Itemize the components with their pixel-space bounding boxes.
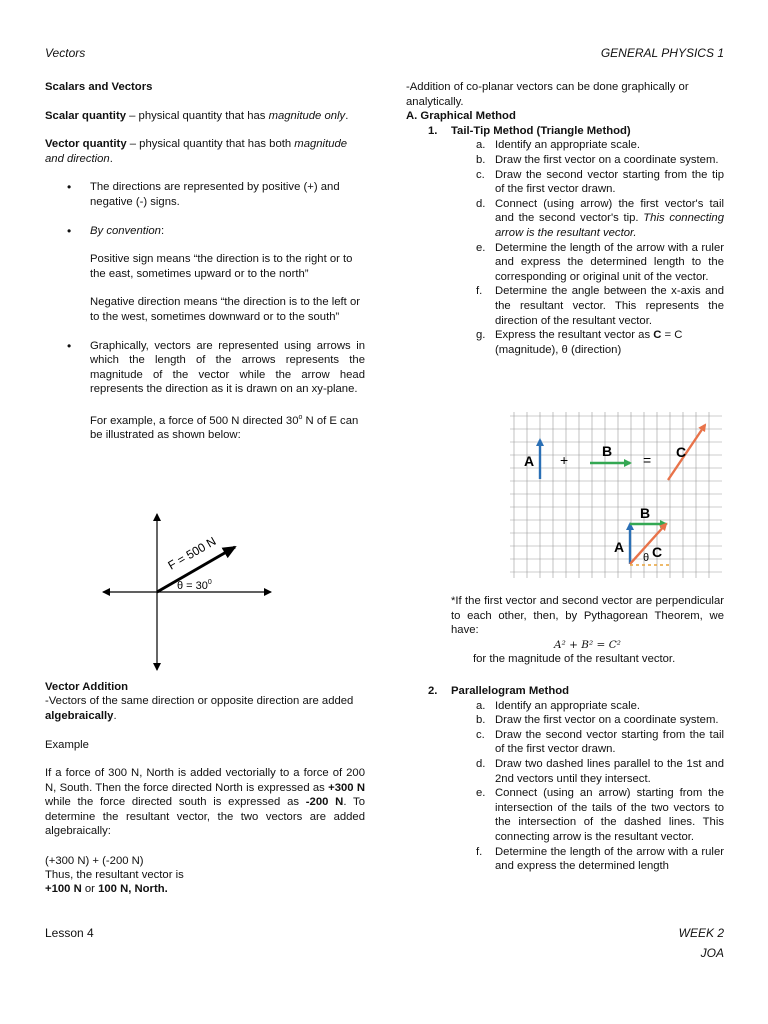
step-item: e. Connect (using an arrow) starting from the intersection of the tails of the two vectors to the intersection of the dashed lines. This connecting arrow is the resultant vector.	[476, 787, 724, 843]
tail-tip-step: g. Express the resultant vector as C = C (magnitude), θ (direction)	[476, 329, 683, 356]
equals-sign: =	[643, 452, 652, 468]
perpendicular-note: *If the first vector and second vector are perpendicular to each other, then, by Pythagorean Theorem, we have:	[451, 595, 724, 637]
thus-text: Thus, the resultant vector is	[45, 869, 184, 881]
step-item: d. Draw two dashed lines parallel to the 1st and 2nd vectors until they intersect.	[476, 757, 724, 785]
vector-definition: Vector quantity – physical quantity that has both magnitude and direction.	[45, 138, 348, 165]
vector-addition-text: -Vectors of the same direction or opposite direction are added algebraically.	[45, 695, 354, 722]
section-title: Scalars and Vectors	[45, 81, 153, 93]
step-item: d. Connect (using arrow) the first vector's tail and the second vector's tip. This connecting arrow is the resultant vector.	[476, 197, 724, 239]
intro-text: -Addition of co-planar vectors can be done graphically or analytically.	[406, 81, 689, 108]
header-title: Vectors	[45, 46, 86, 60]
label-c-bottom: C	[652, 544, 663, 560]
resultant-text: +100 N or 100 N, North.	[45, 883, 168, 895]
tail-tip-steps	[406, 138, 724, 328]
formula-explanation: for the magnitude of the resultant vector.	[473, 653, 676, 666]
step-item: f. Determine the angle between the x-axis and the resultant vector. This represents the direction of the resultant vector.	[476, 285, 724, 327]
vector-c-arrow	[668, 425, 705, 480]
header-course: GENERAL PHYSICS 1	[600, 46, 724, 60]
theta-label: θ	[643, 552, 650, 564]
graphical-method-title: A. Graphical Method	[406, 110, 516, 123]
step-item: b. Draw the first vector on a coordinate system.	[476, 714, 719, 727]
step-item: a. Identify an appropriate scale.	[476, 139, 641, 152]
force-example-text: For example, a force of 500 N directed 30$^o$ N of E can be illustrated as shown below:	[90, 413, 359, 442]
left-column	[45, 80, 366, 895]
example-label: Example	[45, 739, 89, 751]
label-a-top: A	[524, 453, 535, 469]
angle-label: $\theta = 30^0$	[177, 579, 212, 592]
parallelogram-steps	[406, 699, 724, 874]
bullet-convention: • By convention: Positive sign means “the direction is to the right or to the east, sometimes upward or to the north” Negative direction means “the direction is to the left or to the west, sometimes downward or to the south”	[45, 224, 365, 325]
example-text: If a force of 300 N, North is added vectorially to a force of 200 N, South. Then the force directed North is expressed as +300 N while the force directed south is expressed as -200 N. To determine the resultant vector, the two vectors are added algebraically:	[45, 767, 366, 838]
calculation: (+300 N) + (-200 N)	[45, 855, 144, 867]
tail-tip-grid-figure	[510, 412, 724, 580]
step-item: c. Draw the second vector starting from the tail of the first vector drawn.	[476, 728, 724, 756]
step-item: a. Identify an appropriate scale.	[476, 699, 641, 712]
plus-sign: +	[560, 452, 569, 468]
step-item: c. Draw the second vector starting from the tip of the first vector drawn.	[476, 168, 724, 196]
right-column	[406, 80, 724, 873]
vector-addition-title: Vector Addition	[45, 681, 129, 693]
force-label: F = 500 N	[165, 533, 219, 573]
negative-sign-text: Negative direction means “the direction is to the left or to the west, sometimes downward or to the south”	[90, 296, 361, 323]
parallelogram-title: 2. Parallelogram Method	[428, 685, 570, 697]
pythagorean-formula: A² + B² = C²	[554, 638, 621, 651]
label-b-bottom: B	[640, 505, 651, 521]
footer-lesson: Lesson 4	[45, 926, 94, 940]
step-item: b. Draw the first vector on a coordinate system.	[476, 153, 719, 166]
label-a-bottom: A	[614, 539, 625, 555]
label-b-top: B	[602, 443, 613, 459]
scalar-definition: Scalar quantity – physical quantity that has magnitude only.	[45, 109, 349, 122]
pythagorean-block	[451, 594, 724, 667]
step-item: e. Determine the length of the arrow with a ruler and express the determined length to the corresponding or original unit of the vector.	[476, 241, 724, 283]
tail-tip-title: 1. Tail-Tip Method (Triangle Method)	[428, 124, 631, 137]
footer-initials: JOA	[700, 946, 724, 960]
parallelogram-section	[406, 684, 724, 874]
label-c-top: C	[676, 444, 687, 460]
step-item: f. Determine the length of the arrow with a ruler and express the determined length	[476, 845, 724, 873]
force-vector-diagram	[95, 508, 335, 676]
bullet-graphical: • Graphically, vectors are represented using arrows in which the length of the arrows represents the magnitude of the vector while the arrow head represents the direction as it is drawn on an xy-plane. For example, a force of 500 N directed 30$^o$ N of E can be illustrated as shown below:	[67, 338, 365, 442]
footer-week: WEEK 2	[678, 926, 724, 940]
positive-sign-text: Positive sign means “the direction is to the right or to the east, sometimes upward or to the north”	[90, 253, 353, 280]
bullet-directions: • The directions are represented by positive (+) and negative (-) signs.	[67, 180, 340, 208]
